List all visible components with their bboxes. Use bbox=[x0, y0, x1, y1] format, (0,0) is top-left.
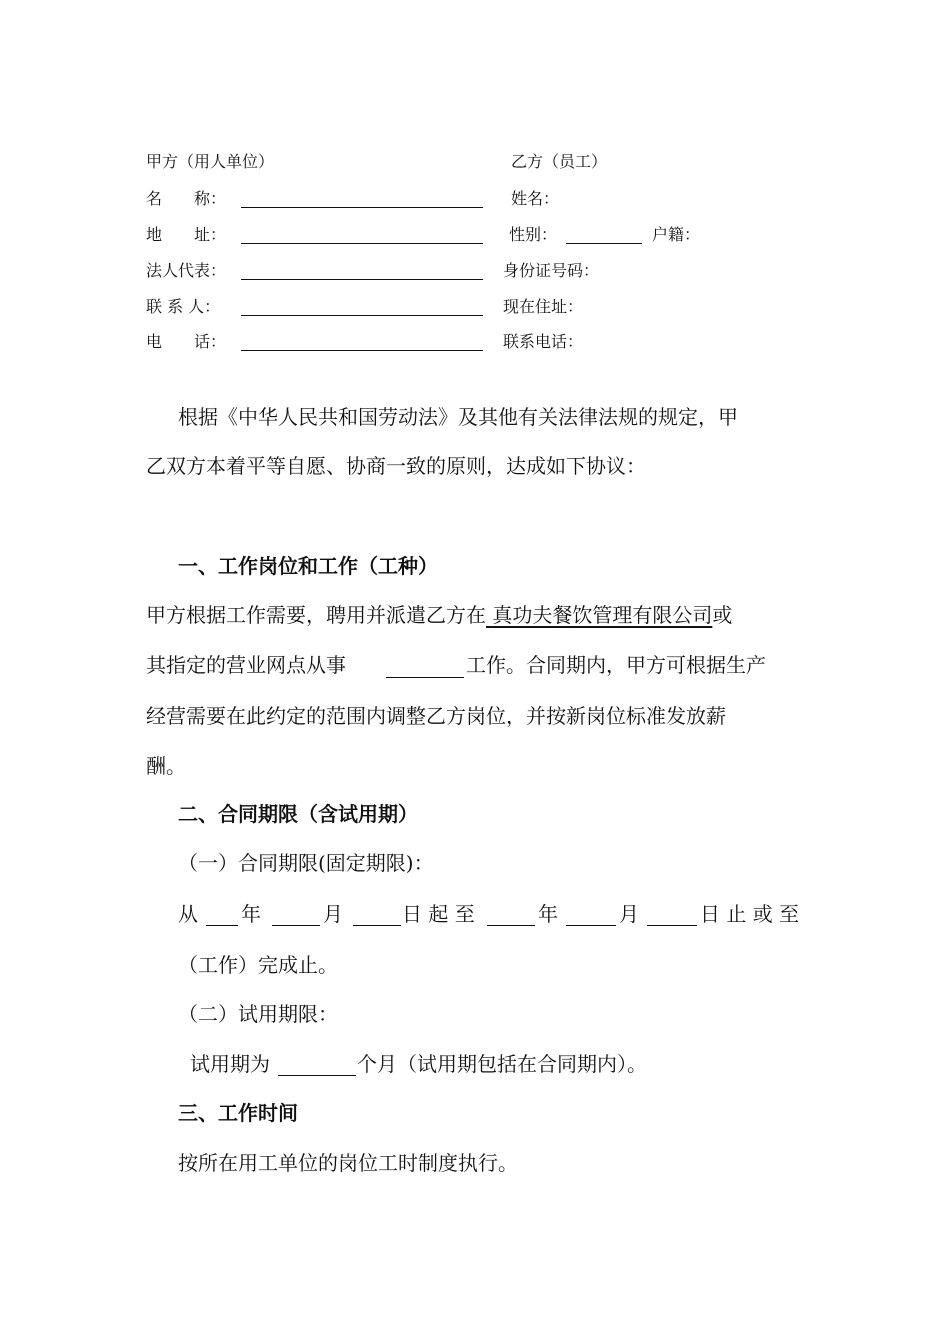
end-year-blank[interactable] bbox=[487, 925, 535, 926]
section-1-line-1-pre: 甲方根据工作需要，聘用并派遣乙方在 bbox=[146, 603, 486, 627]
section-1-line-4: 酬。 bbox=[146, 754, 186, 778]
probation-post: 个月（试用期包括在合同期内）。 bbox=[357, 1052, 647, 1076]
party-a-name-blank[interactable] bbox=[241, 207, 483, 208]
party-a-legal-rep-label: 法人代表： bbox=[146, 261, 227, 280]
job-type-blank[interactable] bbox=[386, 677, 464, 678]
intro-line-1: 根据《中华人民共和国劳动法》及其他有关法律法规的规定，甲 bbox=[178, 405, 738, 429]
company-name-text: 真功夫餐饮管理有限公司 bbox=[492, 603, 713, 627]
probation-months-blank[interactable] bbox=[278, 1075, 356, 1076]
section-1-line-2-post: 工作。合同期内，甲方可根据生产 bbox=[466, 653, 766, 677]
party-b-hukou-label: 户籍： bbox=[652, 225, 701, 244]
section-2-sub-1: （一）合同期限(固定期限)： bbox=[178, 851, 434, 875]
party-b-phone-label: 联系电话： bbox=[503, 332, 584, 351]
party-b-address-label: 现在住址： bbox=[503, 297, 584, 316]
company-name bbox=[486, 603, 712, 627]
section-3-title: 三、工作时间 bbox=[178, 1101, 298, 1125]
end-year-label: 年 bbox=[538, 902, 558, 926]
party-b-heading: 乙方（员工） bbox=[511, 152, 608, 171]
section-1-line-1-post: 或 bbox=[712, 603, 733, 627]
party-a-phone-blank[interactable] bbox=[241, 350, 483, 351]
party-a-address-blank[interactable] bbox=[241, 243, 483, 244]
party-a-name-label: 名 称： bbox=[146, 189, 227, 208]
party-a-legal-rep-blank[interactable] bbox=[241, 279, 483, 280]
start-day-blank[interactable] bbox=[353, 925, 401, 926]
end-month-label: 月 bbox=[619, 902, 639, 926]
party-a-phone-label: 电 话： bbox=[146, 332, 227, 351]
party-b-gender-label: 性别： bbox=[509, 225, 558, 244]
party-a-address-label: 地 址： bbox=[146, 225, 227, 244]
start-year-label: 年 bbox=[241, 902, 261, 926]
start-month-label: 月 bbox=[323, 902, 343, 926]
party-b-gender-blank[interactable] bbox=[566, 243, 642, 244]
end-day-blank[interactable] bbox=[647, 925, 697, 926]
section-1-line-1 bbox=[146, 605, 732, 625]
section-2-sub-2: （二）试用期限： bbox=[178, 1002, 338, 1026]
section-2-title: 二、合同期限（含试用期） bbox=[178, 802, 418, 826]
term-from-label: 从 bbox=[178, 902, 198, 926]
party-b-id-label: 身份证号码： bbox=[503, 261, 600, 280]
party-a-contact-blank[interactable] bbox=[241, 315, 483, 316]
section-3-line-1: 按所在用工单位的岗位工时制度执行。 bbox=[178, 1151, 518, 1175]
section-1-line-2-pre: 其指定的营业网点从事 bbox=[146, 653, 346, 677]
start-month-blank[interactable] bbox=[272, 925, 320, 926]
section-2-line-2: （工作）完成止。 bbox=[178, 953, 338, 977]
section-1-line-3: 经营需要在此约定的范围内调整乙方岗位，并按新岗位标准发放薪 bbox=[146, 704, 726, 728]
party-a-heading: 甲方（用人单位） bbox=[146, 152, 275, 171]
intro-line-2: 乙双方本着平等自愿、协商一致的原则，达成如下协议： bbox=[146, 454, 646, 478]
start-day-label: 日 起 至 bbox=[402, 902, 475, 926]
end-day-label: 日 止 或 至 bbox=[700, 902, 800, 926]
start-year-blank[interactable] bbox=[206, 925, 238, 926]
party-b-name-label: 姓名： bbox=[511, 189, 560, 208]
party-a-contact-label: 联 系 人： bbox=[146, 297, 221, 316]
probation-pre: 试用期为 bbox=[190, 1052, 270, 1076]
end-month-blank[interactable] bbox=[566, 925, 616, 926]
section-1-title: 一、工作岗位和工作（工种） bbox=[178, 554, 438, 578]
